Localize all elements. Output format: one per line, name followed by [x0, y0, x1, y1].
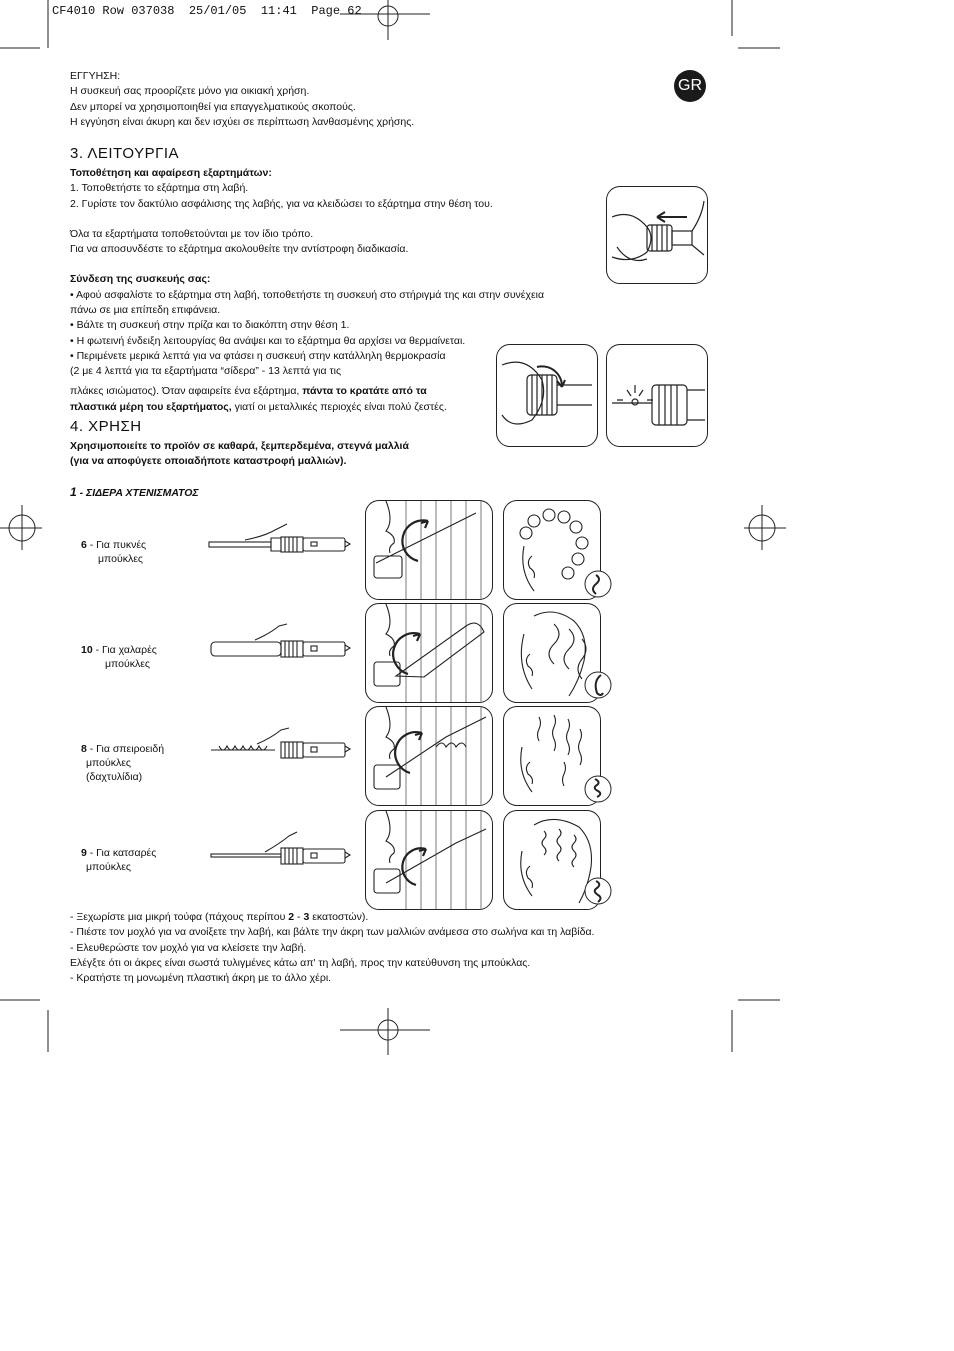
text-line: 1. Τοποθετήστε το εξάρτημα στη λαβή.: [70, 182, 249, 195]
text-line: πλαστικά μέρη του εξαρτήματος, γιατί οι μεταλλικές περιοχές είναι πολύ ζεστές.: [70, 400, 447, 413]
text-line: 2. Γυρίστε τον δακτύλιο ασφάλισης της λαβής, για να κλειδώσει το εξάρτημα στην θέση του.: [70, 197, 493, 210]
curling-usage-illustration: [365, 810, 493, 910]
text-line: (για να αποφύγετε οποιαδήποτε καταστροφή μαλλιών).: [70, 455, 347, 468]
language-badge: GR: [674, 70, 706, 102]
text-line: • Βάλτε τη συσκευή στην πρίζα και το διακόπτη στην θέση 1.: [70, 319, 350, 332]
subsection-title: 1 - ΣΙΔΕΡΑ ΧΤΕΝΙΣΜΑΤΟΣ: [70, 485, 199, 499]
warranty-block: [70, 69, 414, 130]
lock-ring-illustration: [496, 344, 598, 447]
attach-accessory-illustration: [606, 186, 708, 284]
row-label-10: 10 - Για χαλαρές μπούκλες: [81, 644, 157, 670]
step-line: - Ξεχωρίστε μια μικρή τούφα (πάχους περίπου 2 - 3 εκατοστών).: [70, 911, 369, 923]
curling-iron-6-illustration: [205, 520, 353, 570]
warranty-title: ΕΓΓΥΗΣΗ:: [70, 70, 121, 82]
curling-iron-8-illustration: [205, 722, 353, 774]
text-line: Χρησιμοποιείτε το προϊόν σε καθαρά, ξεμπερδεμένα, στεγνά μαλλιά: [70, 440, 409, 452]
step-line: Ελέγξτε ότι οι άκρες είναι σωστά τυλιγμένες κάτω απ' τη λαβή, προς την κατεύθυνση της μπούκλας.: [70, 956, 531, 969]
section3-body: [70, 166, 544, 415]
step-line: - Ελευθερώστε τον μοχλό για να κλείσετε την λαβή.: [70, 941, 307, 954]
subheading-connect: Σύνδεση της συσκευής σας:: [70, 273, 211, 286]
row-label-8: 8 - Για σπειροειδή μπούκλες (δαχτυλίδια): [81, 743, 165, 783]
text-line: Για να αποσυνδέστε το εξάρτημα ακολουθείτε την αντίστροφη διαδικασία.: [70, 243, 409, 256]
text-line: • Αφού ασφαλίστε το εξάρτημα στη λαβή, τοποθετήστε τη συσκευή στο στήριγμά της και στην συνέχεια: [70, 288, 545, 301]
curl-swatch-icon: [583, 668, 613, 702]
text-line: Όλα τα εξαρτήματα τοποθετούνται με τον ίδιο τρόπο.: [70, 227, 314, 240]
steps-list: [70, 910, 594, 986]
curling-iron-9-illustration: [205, 828, 353, 880]
section3-heading: 3. ΛΕΙΤΟΥΡΓΙΑ: [70, 145, 180, 162]
row-label-6: 6 - Για πυκνές μπούκλες: [81, 539, 147, 565]
warranty-line: Δεν μπορεί να χρησιμοποιηθεί για επαγγελματικούς σκοπούς.: [70, 100, 356, 113]
section4-heading: 4. ΧΡΗΣΗ: [70, 418, 142, 435]
warranty-line: Η εγγύηση είναι άκυρη και δεν ισχύει σε περίπτωση λανθασμένης χρήσης.: [70, 115, 415, 128]
print-header: CF4010 Row 037038 25/01/05 11:41 Page 62: [52, 4, 362, 18]
section4-intro: [70, 439, 409, 470]
curl-swatch-icon: [583, 567, 613, 601]
text-line: πάνω σε μια επίπεδη επιφάνεια.: [70, 304, 221, 317]
curling-usage-illustration: [365, 603, 493, 703]
curl-swatch-icon: [583, 772, 613, 806]
step-line: - Κρατήστε τη μονωμένη πλαστική άκρη με το άλλο χέρι.: [70, 972, 332, 985]
step-line: - Πιέστε τον μοχλό για να ανοίξετε την λαβή, και βάλτε την άκρη των μαλλιών ανάμεσα στο σωλήνα και τη λαβίδα.: [70, 926, 595, 939]
subheading-attach: Τοποθέτηση και αφαίρεση εξαρτημάτων:: [70, 167, 272, 179]
row-label-9: 9 - Για κατσαρές μπούκλες: [81, 847, 157, 873]
text-line: • Η φωτεινή ένδειξη λειτουργίας θα ανάψει και το εξάρτημα θα αρχίσει να θερμαίνεται.: [70, 334, 466, 347]
curling-usage-illustration: [365, 706, 493, 806]
indicator-light-illustration: [606, 344, 708, 447]
curling-usage-illustration: [365, 500, 493, 600]
text-line: πλάκες ισιώματος). Όταν αφαιρείτε ένα εξάρτημα, πάντα το κρατάτε από τα: [70, 384, 427, 397]
warranty-line: Η συσκευή σας προορίζετε μόνο για οικιακή χρήση.: [70, 85, 310, 98]
curling-iron-10-illustration: [205, 622, 353, 674]
curl-swatch-icon: [583, 874, 613, 908]
text-line: • Περιμένετε μερικά λεπτά για να φτάσει η συσκευή στην κατάλληλη θερμοκρασία: [70, 349, 446, 362]
text-line: (2 με 4 λεπτά για τα εξαρτήματα “σίδερα” - 13 λεπτά για τις: [70, 365, 342, 378]
